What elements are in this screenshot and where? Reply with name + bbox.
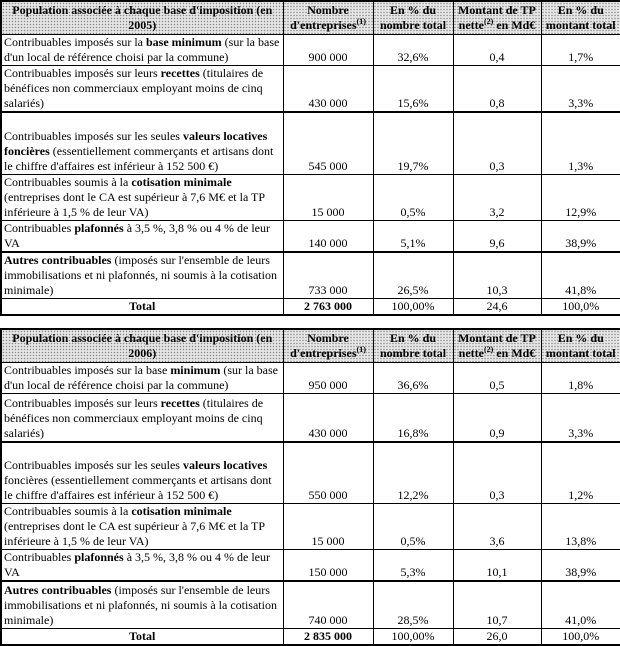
cell-nombre: 430 000 <box>283 66 373 113</box>
desc-text: (titulaires de bénéfices non commerciaux employant moins de cinq salariés) <box>4 66 264 110</box>
desc-text: (imposés sur l'ensemble de leurs immobilisations et ni plafonnés, ni soumis à la cotisation minimale) <box>4 252 277 297</box>
desc-text: (titulaires de bénéfices non commerciaux employant moins de cinq salariés) <box>4 395 264 440</box>
row-description <box>1 174 283 220</box>
cell-pct-montant: 12,9% <box>541 174 620 220</box>
cell-montant: 0,3 <box>453 112 541 174</box>
cell-pct-nombre: 5,3% <box>373 550 453 582</box>
row-description <box>1 581 283 628</box>
table-row <box>1 581 620 628</box>
desc-text: (entreprises dont le CA est supérieur à 7,6 M€ et la TP inférieure à 1,5 % de leur VA) <box>4 519 265 548</box>
desc-text: Contribuables soumis à la <box>4 174 132 189</box>
desc-text: Contribuables imposés sur la base <box>4 363 171 377</box>
total-pct-nombre: 100,00% <box>373 298 453 315</box>
cell-pct-montant: 1,8% <box>541 363 620 394</box>
cell-pct-nombre: 32,6% <box>373 35 453 66</box>
desc-text: (entreprises dont le CA est supérieur à 7,6 M€ et la TP inférieure à 1,5 % de leur VA) <box>4 189 265 219</box>
total-pct-nombre: 100,00% <box>373 628 453 645</box>
cell-pct-nombre: 16,8% <box>373 394 453 442</box>
bold-term: Autres contribuables <box>4 252 112 267</box>
cell-montant: 0,8 <box>453 66 541 113</box>
table-row <box>1 174 620 220</box>
row-description <box>1 112 283 174</box>
header-montant: Montant de TP nette$^{(2)}$ en Md€ <box>453 329 541 363</box>
cell-pct-montant: 41,8% <box>541 252 620 299</box>
cell-pct-nombre: 26,5% <box>373 252 453 299</box>
cell-montant: 9,6 <box>453 220 541 252</box>
table-row <box>1 252 620 299</box>
row-description <box>1 504 283 550</box>
cell-montant: 0,9 <box>453 394 541 442</box>
bold-term: cotisation minimale <box>131 174 232 189</box>
bold-term: recettes <box>160 66 200 80</box>
table-row <box>1 442 620 504</box>
row-description <box>1 35 283 66</box>
bold-term: valeurs locatives foncières <box>4 128 268 158</box>
total-label: Total <box>1 298 283 315</box>
header-pct-montant: En % du montant total <box>541 329 620 363</box>
bold-term: valeurs locatives <box>182 458 268 472</box>
bold-term: cotisation minimale <box>131 504 232 518</box>
cell-montant: 10,7 <box>453 581 541 628</box>
cell-pct-nombre: 36,6% <box>373 363 453 394</box>
total-montant: 24,6 <box>453 298 541 315</box>
header-pct-nombre: En % du nombre total <box>373 329 453 363</box>
header-nombre: Nombre d'entreprises$^{(1)}$ <box>283 329 373 363</box>
desc-text: (imposés sur l'ensemble de leurs immobilisations et ni plafonnés, ni soumis à la cotisation minimale) <box>4 582 277 627</box>
table-2006 <box>0 328 620 646</box>
header-population: Population associée à chaque base d'imposition (en 2005) <box>1 1 283 35</box>
cell-nombre: 15 000 <box>283 174 373 220</box>
desc-text: (sur la base d'un local de référence choisi par la commune) <box>4 35 280 64</box>
cell-pct-nombre: 19,7% <box>373 112 453 174</box>
cell-pct-montant: 38,9% <box>541 220 620 252</box>
desc-text: Contribuables <box>4 220 75 235</box>
cell-nombre: 950 000 <box>283 363 373 394</box>
bold-term: plafonnés <box>74 220 124 235</box>
header-nombre: Nombre d'entreprises$^{(1)}$ <box>283 1 373 35</box>
cell-montant: 0,4 <box>453 35 541 66</box>
table-row <box>1 394 620 442</box>
table-row <box>1 550 620 582</box>
header-montant: Montant de TP nette$^{(2)}$ en Md€ <box>453 1 541 35</box>
desc-text: à 3,5 %, 3,8 % ou 4 % de leur VA <box>4 550 270 579</box>
total-label: Total <box>1 628 283 645</box>
cell-nombre: 545 000 <box>283 112 373 174</box>
cell-pct-nombre: 15,6% <box>373 66 453 113</box>
row-description <box>1 442 283 504</box>
row-description <box>1 550 283 582</box>
cell-pct-montant: 3,3% <box>541 66 620 113</box>
desc-text: (essentiellement commerçants et artisans dont le chiffre d'affaires est inférieur à 152 500 €) <box>4 143 274 173</box>
total-nombre: 2 835 000 <box>283 628 373 645</box>
cell-pct-montant: 38,9% <box>541 550 620 582</box>
row-description <box>1 394 283 442</box>
cell-nombre: 550 000 <box>283 442 373 504</box>
table-row <box>1 66 620 113</box>
cell-pct-montant: 1,2% <box>541 442 620 504</box>
cell-montant: 3,2 <box>453 174 541 220</box>
bold-term: plafonnés <box>74 550 124 564</box>
bold-term: recettes <box>160 395 200 410</box>
desc-text: (sur la base d'un local de référence choisi par la commune) <box>4 363 278 392</box>
total-row <box>1 628 620 645</box>
header-population: Population associée à chaque base d'imposition (en 2006) <box>1 329 283 363</box>
header-pct-nombre: En % du nombre total <box>373 1 453 35</box>
desc-text: foncières (essentiellement commerçants et artisans dont le chiffre d'affaires est inférieur à 152 500 €) <box>4 473 272 502</box>
desc-text: Contribuables soumis à la <box>4 504 132 518</box>
total-nombre: 2 763 000 <box>283 298 373 315</box>
header-row <box>1 1 620 35</box>
cell-montant: 0,3 <box>453 442 541 504</box>
cell-pct-nombre: 0,5% <box>373 504 453 550</box>
cell-nombre: 150 000 <box>283 550 373 582</box>
cell-pct-montant: 13,8% <box>541 504 620 550</box>
cell-nombre: 430 000 <box>283 394 373 442</box>
row-description <box>1 220 283 252</box>
desc-text: à 3,5 %, 3,8 % ou 4 % de leur VA <box>4 220 270 250</box>
bold-term: Autres contribuables <box>4 582 112 597</box>
desc-text: Contribuables imposés sur leurs <box>4 395 161 410</box>
table-2005 <box>0 0 620 316</box>
row-description <box>1 252 283 299</box>
cell-pct-nombre: 12,2% <box>373 442 453 504</box>
cell-montant: 0,5 <box>453 363 541 394</box>
table-row <box>1 363 620 394</box>
cell-pct-nombre: 0,5% <box>373 174 453 220</box>
cell-pct-montant: 41,0% <box>541 581 620 628</box>
cell-pct-montant: 3,3% <box>541 394 620 442</box>
cell-montant: 10,3 <box>453 252 541 299</box>
cell-montant: 10,1 <box>453 550 541 582</box>
table-row <box>1 35 620 66</box>
desc-text: Contribuables imposés sur les seules <box>4 458 183 472</box>
desc-text: Contribuables imposés sur leurs <box>4 66 161 80</box>
cell-pct-montant: 1,3% <box>541 112 620 174</box>
cell-nombre: 140 000 <box>283 220 373 252</box>
total-pct-montant: 100,0% <box>541 628 620 645</box>
table-row <box>1 112 620 174</box>
desc-text: Contribuables imposés sur la <box>4 35 146 49</box>
row-description <box>1 363 283 394</box>
total-row <box>1 298 620 315</box>
cell-nombre: 900 000 <box>283 35 373 66</box>
cell-pct-nombre: 28,5% <box>373 581 453 628</box>
cell-pct-montant: 1,7% <box>541 35 620 66</box>
table-row <box>1 220 620 252</box>
cell-nombre: 733 000 <box>283 252 373 299</box>
cell-montant: 3,6 <box>453 504 541 550</box>
desc-text: Contribuables <box>4 550 75 564</box>
desc-text: Contribuables imposés sur les seules <box>4 128 183 143</box>
cell-pct-nombre: 5,1% <box>373 220 453 252</box>
total-pct-montant: 100,0% <box>541 298 620 315</box>
total-montant: 26,0 <box>453 628 541 645</box>
header-row <box>1 329 620 363</box>
cell-nombre: 740 000 <box>283 581 373 628</box>
header-pct-montant: En % du montant total <box>541 1 620 35</box>
cell-nombre: 15 000 <box>283 504 373 550</box>
bold-term: base minimum <box>145 35 222 49</box>
bold-term: minimum <box>170 363 221 377</box>
table-row <box>1 504 620 550</box>
row-description <box>1 66 283 113</box>
